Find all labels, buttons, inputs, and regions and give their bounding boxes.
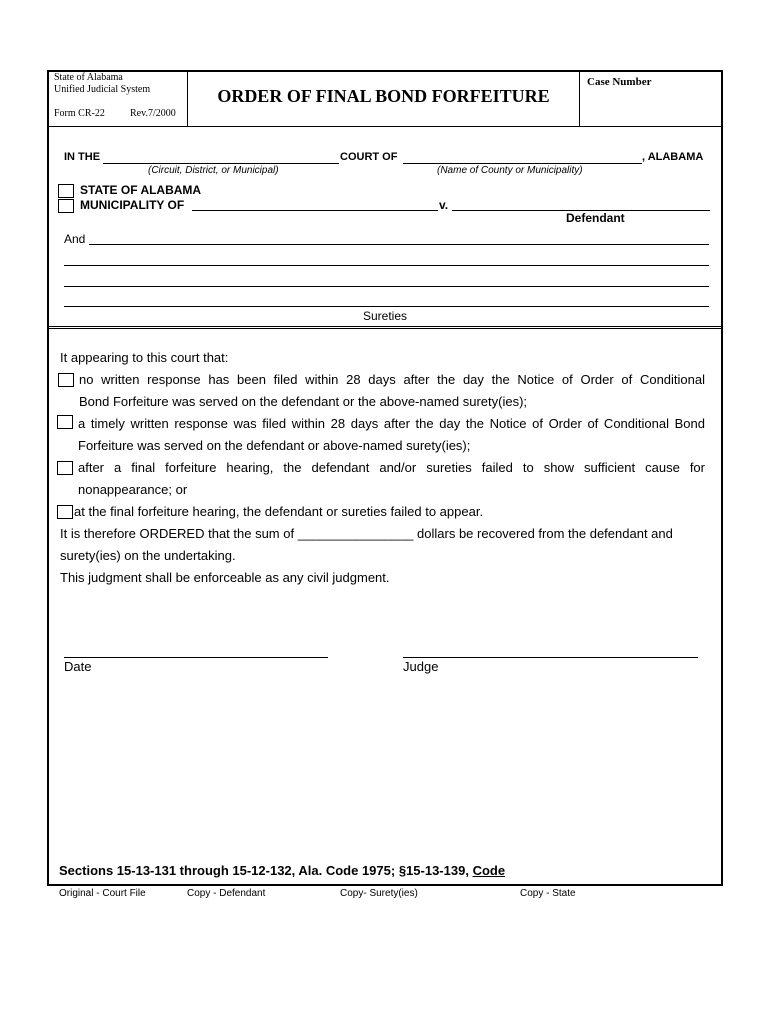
option1-line2: Bond Forfeiture was served on the defendant or the above-named surety(ies); <box>79 394 528 409</box>
statute-reference <box>59 863 505 878</box>
defendant-label: Defendant <box>566 211 625 225</box>
amount-field[interactable]: ________________ <box>297 526 414 541</box>
surety-field-2[interactable] <box>64 265 709 266</box>
copy-defendant: Copy - Defendant <box>187 888 266 899</box>
option1-checkbox[interactable] <box>58 373 74 387</box>
judge-signature-field[interactable] <box>403 657 698 658</box>
option3-checkbox[interactable] <box>57 461 73 475</box>
statute-code: Code <box>472 863 506 878</box>
ordered-text-a: It is therefore ORDERED that the sum of <box>60 526 295 541</box>
municipality-checkbox[interactable] <box>58 199 74 213</box>
judge-label: Judge <box>403 659 439 674</box>
ordered-text-b: dollars be recovered from the defendant and <box>417 526 673 541</box>
in-the-label: IN THE <box>64 151 101 163</box>
copy-court-file: Original - Court File <box>59 888 146 899</box>
option3-line1: after a final forfeiture hearing, the defendant and/or sureties failed to show sufficient cause for <box>78 460 705 475</box>
court-type-hint: (Circuit, District, or Municipal) <box>148 165 279 176</box>
date-label: Date <box>64 659 92 674</box>
form-info <box>54 72 150 96</box>
date-field[interactable] <box>64 657 328 658</box>
judgment-text: This judgment shall be enforceable as any civil judgment. <box>60 570 390 585</box>
ordered-line2: surety(ies) on the undertaking. <box>60 548 236 563</box>
form-number: Form CR-22 <box>54 108 105 119</box>
versus-label: v. <box>439 198 449 212</box>
intro-text: It appearing to this court that: <box>60 350 229 365</box>
county-field[interactable] <box>403 163 642 164</box>
option3-line2: nonappearance; or <box>78 482 188 497</box>
surety-field-4[interactable] <box>64 306 709 307</box>
state-of-alabama-label: STATE OF ALABAMA <box>80 183 202 197</box>
state-checkbox[interactable] <box>58 184 74 198</box>
municipality-of-label: MUNICIPALITY OF <box>80 198 185 212</box>
system-label: Unified Judicial System <box>54 84 151 95</box>
option4-checkbox[interactable] <box>57 505 73 519</box>
and-label: And <box>64 232 86 246</box>
court-type-field[interactable] <box>103 163 339 164</box>
surety-field-1[interactable] <box>89 244 709 245</box>
sureties-label: Sureties <box>363 309 408 323</box>
option4-text: at the final forfeiture hearing, the defendant or sureties failed to appear. <box>74 504 484 519</box>
option1-line1: no written response has been filed within 28 days after the day the Notice of Order of Conditional <box>79 372 705 387</box>
court-of-label: COURT OF <box>340 151 398 163</box>
section-divider <box>47 326 723 329</box>
copy-state: Copy - State <box>520 888 576 899</box>
municipality-field[interactable] <box>192 210 438 211</box>
county-hint: (Name of County or Municipality) <box>437 165 583 176</box>
option2-line1: a timely written response was filed within 28 days after the day the Notice of Order of Conditional Bond <box>78 416 705 431</box>
option2-checkbox[interactable] <box>57 415 73 429</box>
page-title: ORDER OF FINAL BOND FORFEITURE <box>217 86 550 106</box>
form-revision: Rev.7/2000 <box>130 108 176 119</box>
copy-sureties: Copy- Surety(ies) <box>340 888 418 899</box>
option2-line2: Forfeiture was served on the defendant or above-named surety(ies); <box>78 438 471 453</box>
statute-sections: Sections 15-13-131 through 15-12-132, Ala. Code 1975; §15-13-139, <box>59 863 469 878</box>
state-label: State of Alabama <box>54 72 123 83</box>
case-number-label: Case Number <box>587 76 652 88</box>
alabama-label: , ALABAMA <box>642 151 704 163</box>
surety-field-3[interactable] <box>64 286 709 287</box>
ordered-line1 <box>60 526 705 541</box>
